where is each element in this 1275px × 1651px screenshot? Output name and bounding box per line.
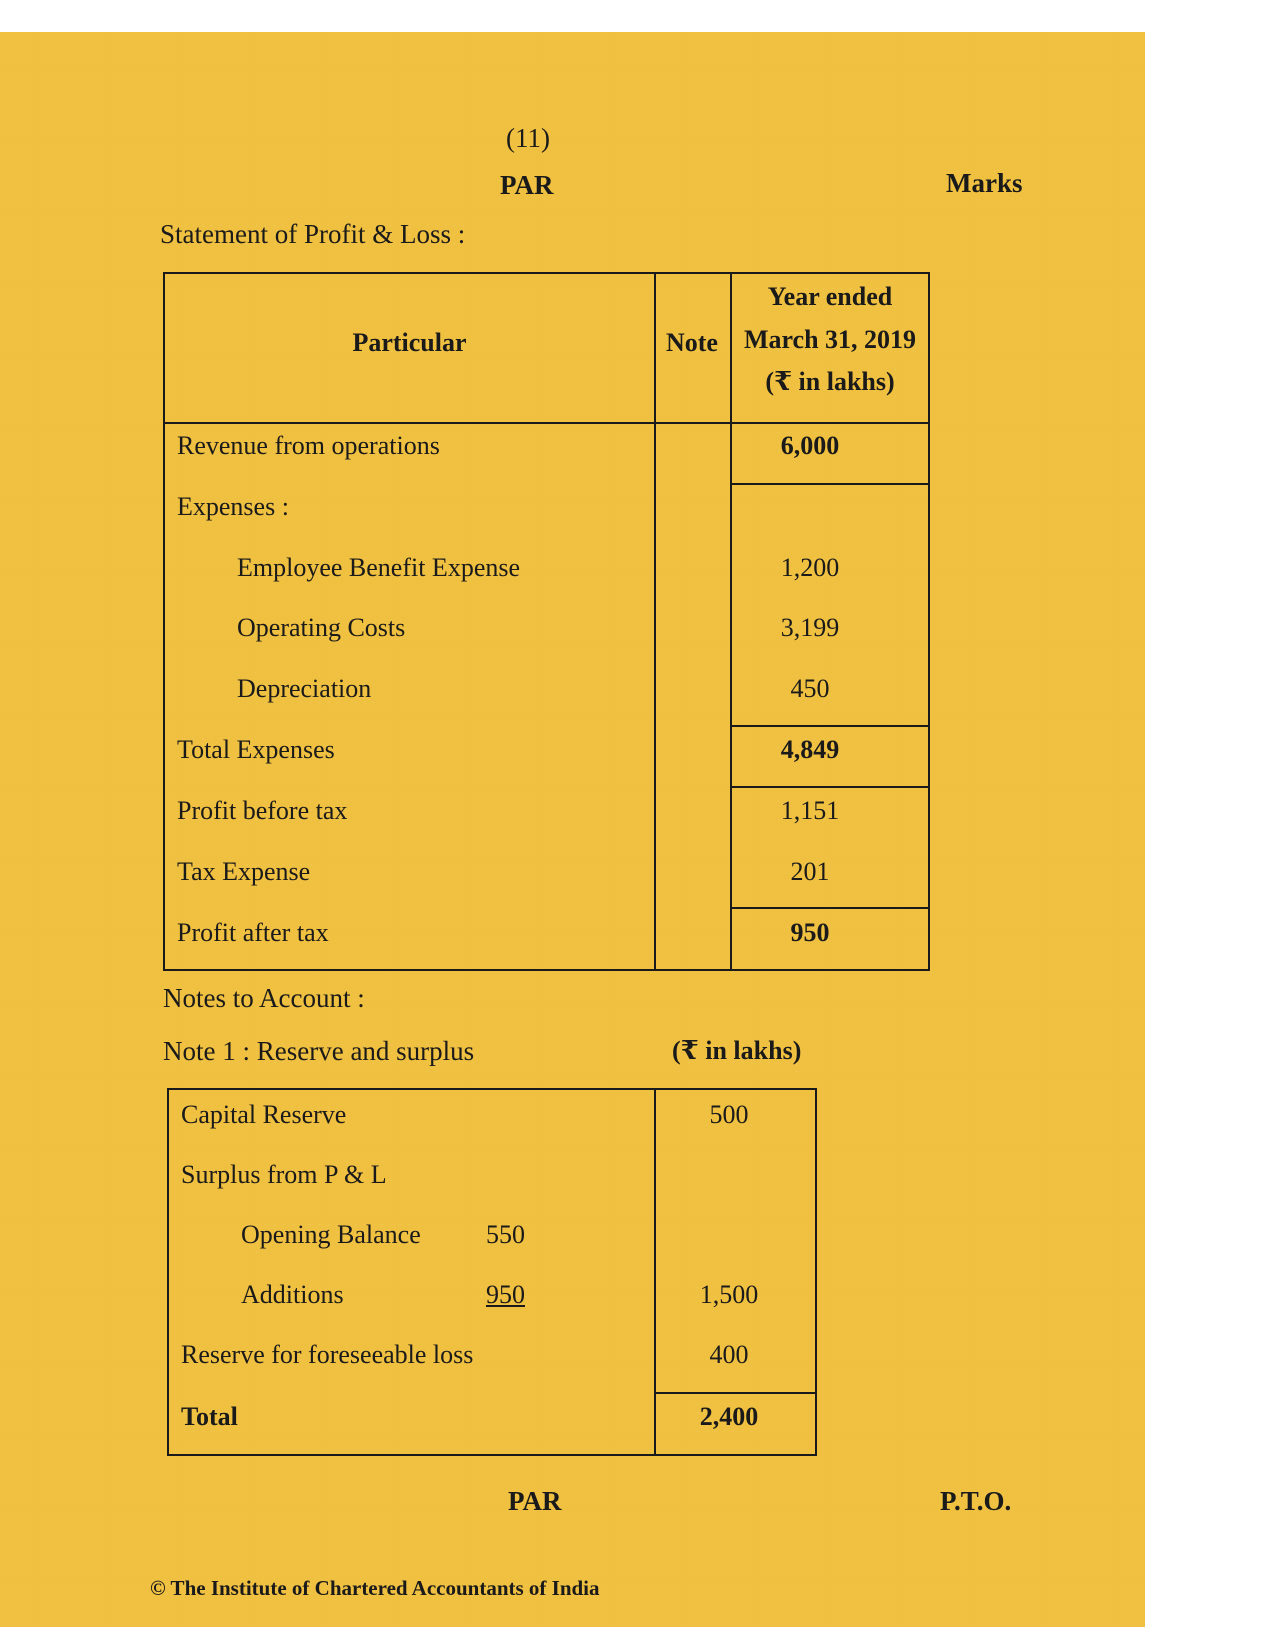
column-header-year-line1: Year ended [767, 282, 893, 311]
note1-label-opening-balance: Opening Balance [241, 1220, 421, 1249]
note1-inner-additions: 950 [486, 1280, 525, 1309]
note1-unit: (₹ in lakhs) [672, 1036, 802, 1065]
paper-code-footer: PAR [508, 1486, 562, 1516]
row-label-profit-after-tax: Profit after tax [177, 918, 329, 947]
profit-loss-table [163, 272, 930, 971]
value-divider [730, 786, 928, 788]
column-header-year-line3: (₹ in lakhs) [765, 367, 895, 396]
page-number: (11) [506, 123, 550, 153]
value-divider [730, 907, 928, 909]
column-header-note: Note [666, 328, 718, 357]
row-value-employee-benefit: 1,200 [780, 553, 840, 582]
note1-label-total: Total [181, 1402, 238, 1431]
row-label-profit-before-tax: Profit before tax [177, 796, 348, 825]
row-label-operating-costs: Operating Costs [237, 613, 406, 642]
statement-title: Statement of Profit & Loss : [160, 219, 466, 249]
column-divider [654, 274, 656, 969]
pto-label: P.T.O. [940, 1486, 1012, 1516]
note1-value-surplus-total: 1,500 [699, 1280, 759, 1309]
note1-title: Note 1 : Reserve and surplus [163, 1036, 475, 1066]
row-value-operating-costs: 3,199 [780, 613, 840, 642]
row-value-total-expenses: 4,849 [780, 735, 840, 764]
note1-label-additions: Additions [241, 1280, 344, 1309]
value-divider [730, 725, 928, 727]
row-value-revenue: 6,000 [780, 431, 840, 460]
row-label-revenue: Revenue from operations [177, 431, 440, 460]
row-value-profit-after-tax: 950 [790, 918, 830, 947]
notes-heading: Notes to Account : [163, 983, 365, 1013]
note1-label-foreseeable-loss: Reserve for foreseeable loss [181, 1340, 474, 1369]
note1-value-foreseeable-loss: 400 [709, 1340, 749, 1369]
row-label-expenses: Expenses : [177, 492, 289, 521]
row-label-tax-expense: Tax Expense [177, 857, 311, 886]
note1-label-surplus: Surplus from P & L [181, 1160, 387, 1189]
row-value-tax-expense: 201 [790, 857, 830, 886]
row-label-employee-benefit: Employee Benefit Expense [237, 553, 521, 582]
value-divider [730, 483, 928, 485]
copyright-notice: © The Institute of Chartered Accountants of India [150, 1576, 600, 1600]
note1-value-capital-reserve: 500 [709, 1100, 749, 1129]
column-header-particular: Particular [352, 328, 467, 357]
row-value-profit-before-tax: 1,151 [780, 796, 840, 825]
column-divider [654, 1090, 656, 1454]
marks-heading: Marks [946, 168, 1023, 198]
column-header-year-line2: March 31, 2019 [743, 325, 917, 354]
row-value-depreciation: 450 [790, 674, 830, 703]
note1-inner-opening-balance: 550 [486, 1220, 525, 1249]
note1-value-total: 2,400 [699, 1402, 759, 1431]
row-label-depreciation: Depreciation [237, 674, 372, 703]
note1-label-capital-reserve: Capital Reserve [181, 1100, 347, 1129]
paper-code-header: PAR [500, 170, 554, 200]
total-divider [654, 1392, 815, 1394]
reserve-surplus-table [167, 1088, 817, 1456]
row-label-total-expenses: Total Expenses [177, 735, 335, 764]
header-divider [165, 422, 928, 424]
